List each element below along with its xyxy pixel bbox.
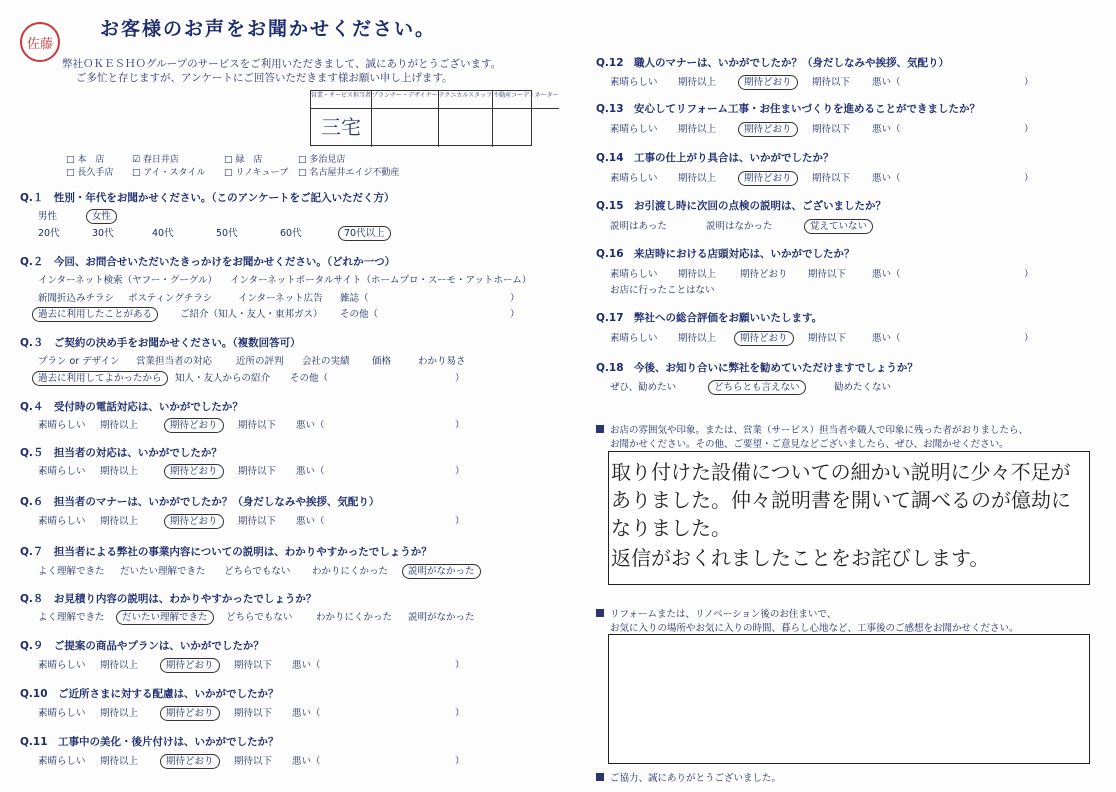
q11-great[interactable]: 素晴らしい — [38, 756, 86, 767]
q12-above[interactable]: 期待以上 — [678, 77, 717, 88]
q7-opt-none[interactable]: 説明がなかった — [402, 564, 481, 579]
q2-portal[interactable]: インターネットポータルサイト（ホームプロ・スーモ・アットホーム） — [230, 275, 532, 286]
q7-opt-neutral[interactable]: どちらでもない — [224, 566, 291, 577]
q9-bad-close: ） — [455, 660, 465, 671]
q3-price[interactable]: 価格 — [372, 356, 392, 367]
q3-other-close: ） — [455, 373, 465, 384]
q2-web-ad[interactable]: インターネット広告 — [238, 293, 323, 304]
q10-bad[interactable]: 悪い（ — [292, 708, 321, 719]
section-marker-icon — [596, 773, 604, 781]
q2-past-use[interactable]: 過去に利用したことがある — [32, 307, 158, 322]
q3-past-good[interactable]: 過去に利用してよかったから — [32, 371, 168, 386]
q12-label: Q.12 職人のマナーは、いかがでしたか？（身だしなみや挨拶、気配り） — [596, 57, 950, 69]
q14-label: Q.14 工事の仕上がり具合は、いかがでしたか？ — [596, 152, 834, 164]
q2-other-close: ） — [510, 309, 520, 320]
q8-opt-neutral[interactable]: どちらでもない — [226, 612, 293, 623]
q12-below[interactable]: 期待以下 — [812, 77, 851, 88]
q2-web-search[interactable]: インターネット検索（ヤフー・グーグル） — [38, 275, 218, 286]
intro-line-1: 弊社ＯＫＥＳＨＯグループのサービスをご利用いただきまして、誠にありがとうございます。 — [62, 58, 502, 70]
q8-opt-understood[interactable]: よく理解できた — [38, 612, 105, 623]
q13-great[interactable]: 素晴らしい — [610, 124, 658, 135]
q17-bad-close: ） — [1024, 333, 1034, 344]
footer-thanks: ご協力、誠にありがとうございました。 — [596, 770, 781, 784]
q12-bad[interactable]: 悪い（ — [872, 77, 901, 88]
q6-bad-close: ） — [455, 516, 465, 527]
q1-70s[interactable]: 70代以上 — [338, 226, 391, 241]
q9-below[interactable]: 期待以下 — [234, 660, 273, 671]
q11-label: Q.11 工事中の美化・後片付けは、いかがでしたか？ — [20, 736, 279, 748]
comment1-handwriting-line-2: ありました。仲々説明書を開いて調べるのが億劫に — [611, 488, 1071, 512]
q6-below[interactable]: 期待以下 — [238, 516, 277, 527]
q16-below[interactable]: 期待以下 — [808, 269, 847, 280]
q8-opt-mostly[interactable]: だいたい理解できた — [116, 610, 214, 625]
q16-never-visited[interactable]: お店に行ったことはない — [610, 285, 715, 296]
q3-staff[interactable]: 営業担当者の対応 — [136, 356, 213, 367]
q2-magazine-close: ） — [510, 293, 520, 304]
q4-label: Q.４ 受付時の電話対応は、いかがでしたか？ — [20, 401, 243, 413]
intro-line-2: ご多忙と存じますが、アンケートにご回答いただきます様お願い申し上げます。 — [76, 72, 453, 84]
comment1-handwriting-line-4: 返信がおくれましたことをお詫びします。 — [611, 546, 990, 570]
q5-label: Q.５ 担当者の対応は、いかがでしたか？ — [20, 447, 222, 459]
store-midori[interactable]: □ 緑 店 — [224, 155, 263, 165]
comment1-prompt-1: お店の雰囲気や印象。または、営業（サービス）担当者や職人で印象に残った者がおりましたら、 — [596, 422, 1028, 436]
q12-expected[interactable]: 期待どおり — [738, 75, 798, 90]
comment1-prompt-2: お聞かせください。その他、ご要望・ご意見などございましたら、ぜひ、お聞かせください。 — [610, 439, 1009, 450]
q13-expected[interactable]: 期待どおり — [738, 122, 798, 137]
q6-bad[interactable]: 悪い（ — [296, 516, 325, 527]
q16-bad[interactable]: 悪い（ — [872, 269, 901, 280]
q4-above[interactable]: 期待以上 — [100, 420, 139, 431]
q5-below[interactable]: 期待以下 — [238, 466, 277, 477]
store-tajimi[interactable]: □ 多治見店 — [298, 155, 346, 165]
q18-label: Q.18 今後、お知り合いに弊社を勧めていただけますでしょうか？ — [596, 362, 918, 374]
q4-bad[interactable]: 悪い（ — [296, 420, 325, 431]
q4-below[interactable]: 期待以下 — [238, 420, 277, 431]
q15-no[interactable]: 説明はなかった — [706, 221, 773, 232]
q12-great[interactable]: 素晴らしい — [610, 77, 658, 88]
q14-bad[interactable]: 悪い（ — [872, 173, 901, 184]
q16-great[interactable]: 素晴らしい — [610, 269, 658, 280]
seal-stamp: 佐藤 — [20, 22, 60, 62]
q5-bad-close: ） — [455, 466, 465, 477]
q15-yes[interactable]: 説明はあった — [610, 221, 667, 232]
comment2-box[interactable] — [608, 634, 1090, 764]
q9-above[interactable]: 期待以上 — [100, 660, 139, 671]
q13-label: Q.13 安心してリフォーム工事・お住まいづくりを進めることができましたか？ — [596, 103, 981, 115]
q17-below[interactable]: 期待以下 — [808, 333, 847, 344]
q14-below[interactable]: 期待以下 — [812, 173, 851, 184]
q11-below[interactable]: 期待以下 — [234, 756, 273, 767]
q6-great[interactable]: 素晴らしい — [38, 516, 86, 527]
q14-great[interactable]: 素晴らしい — [610, 173, 658, 184]
q15-label: Q.15 お引渡し時に次回の点検の説明は、ございましたか？ — [596, 200, 887, 212]
q2-label: Q.２ 今回、お問合せいただいたきっかけをお聞かせください。（どれか一つ） — [20, 256, 396, 268]
q5-bad[interactable]: 悪い（ — [296, 466, 325, 477]
q7-opt-mostly[interactable]: だいたい理解できた — [120, 566, 206, 577]
q3-plan[interactable]: プラン or デザイン — [38, 356, 120, 367]
q1-male[interactable]: 男性 — [38, 211, 58, 222]
q2-magazine[interactable]: 雑誌（ — [340, 293, 369, 304]
q18-not-recommend[interactable]: 勧めたくない — [834, 382, 892, 393]
store-nagakute[interactable]: □ 長久手店 — [66, 168, 114, 178]
store-kasugai[interactable]: ☑ 春日井店 — [132, 155, 179, 165]
q8-opt-unclear[interactable]: わかりにくかった — [316, 612, 393, 623]
q9-expected[interactable]: 期待どおり — [160, 658, 220, 673]
q16-above[interactable]: 期待以上 — [678, 269, 717, 280]
q16-bad-close: ） — [1024, 269, 1034, 280]
q4-great[interactable]: 素晴らしい — [38, 420, 86, 431]
q8-opt-none[interactable]: 説明がなかった — [408, 612, 475, 623]
q4-bad-close: ） — [455, 420, 465, 431]
staff-header-sales: 営業・サービス担当者 — [311, 91, 372, 109]
q14-bad-close: ） — [1024, 173, 1034, 184]
q17-great[interactable]: 素晴らしい — [610, 333, 658, 344]
staff-value-realestate[interactable] — [493, 109, 559, 147]
q10-bad-close: ） — [455, 708, 465, 719]
section-marker-icon — [596, 425, 604, 433]
store-istyle[interactable]: □ アイ・スタイル — [132, 168, 206, 178]
q1-50s[interactable]: 50代 — [216, 228, 238, 239]
page-title: お客様のお声をお聞かせください。 — [100, 18, 437, 40]
q10-below[interactable]: 期待以下 — [234, 708, 273, 719]
q13-below[interactable]: 期待以下 — [812, 124, 851, 135]
q1-label: Q.１ 性別・年代をお聞かせください。（このアンケートをご記入いただく方） — [20, 192, 395, 204]
q5-expected[interactable]: 期待どおり — [164, 464, 224, 479]
q7-opt-unclear[interactable]: わかりにくかった — [312, 566, 389, 577]
staff-value-technical[interactable] — [439, 109, 493, 147]
q2-referral[interactable]: ご紹介（知人・友人・東邦ガス） — [180, 309, 323, 320]
q2-posting[interactable]: ポスティングチラシ — [128, 293, 213, 304]
q10-label: Q.10 ご近所さまに対する配慮は、いかがでしたか？ — [20, 688, 279, 700]
store-realestate[interactable]: □ 名古屋井エイジ不動産 — [298, 168, 400, 178]
store-renocube[interactable]: □ リノキューブ — [224, 168, 289, 178]
staff-table — [310, 90, 559, 146]
q15-dont-remember[interactable]: 覚えていない — [804, 219, 873, 234]
q9-great[interactable]: 素晴らしい — [38, 660, 86, 671]
q10-above[interactable]: 期待以上 — [100, 708, 139, 719]
q17-expected[interactable]: 期待どおり — [734, 331, 794, 346]
q14-expected[interactable]: 期待どおり — [738, 171, 798, 186]
staff-header-realestate: 不動産コーディネーター — [493, 91, 559, 109]
q3-reputation[interactable]: 近所の評判 — [236, 356, 284, 367]
section-marker-icon — [596, 609, 604, 617]
comment2-prompt-2: お気に入りの場所やお気に入りの時間、暮らし心地など、工事後のご感想をお聞かせください。 — [610, 623, 1019, 634]
q11-bad-close: ） — [455, 756, 465, 767]
q9-bad[interactable]: 悪い（ — [292, 660, 321, 671]
q17-label: Q.17 弊社への総合評価をお願いいたします。 — [596, 312, 823, 324]
comment1-handwriting-line-1: 取り付けた設備についての細かい説明に少々不足が — [611, 460, 1071, 484]
q6-label: Q.６ 担当者のマナーは、いかがでしたか？（身だしなみや挨拶、気配り） — [20, 496, 380, 508]
q5-above[interactable]: 期待以上 — [100, 466, 139, 477]
q10-great[interactable]: 素晴らしい — [38, 708, 86, 719]
q14-above[interactable]: 期待以上 — [678, 173, 717, 184]
q6-expected[interactable]: 期待どおり — [164, 514, 224, 529]
store-honten[interactable]: □ 本 店 — [66, 155, 105, 165]
q17-above[interactable]: 期待以上 — [678, 333, 717, 344]
q3-label: Q.３ ご契約の決め手をお聞かせください。（複数回答可） — [20, 337, 301, 349]
staff-header-technical: テクニカルスタッフ — [439, 91, 493, 109]
q4-expected[interactable]: 期待どおり — [164, 418, 224, 433]
q1-60s[interactable]: 60代 — [280, 228, 302, 239]
q2-other[interactable]: その他（ — [340, 309, 379, 320]
comment2-prompt-1: リフォームまたは、リノベーション後のお住まいで、 — [596, 606, 836, 620]
q11-expected[interactable]: 期待どおり — [160, 754, 220, 769]
q9-label: Q.９ ご提案の商品やプランは、いかがでしたか？ — [20, 640, 264, 652]
q1-40s[interactable]: 40代 — [152, 228, 174, 239]
q7-label: Q.７ 担当者による弊社の事業内容についての説明は、わかりやすかったでしょうか？ — [20, 546, 432, 558]
q1-female[interactable]: 女性 — [86, 209, 117, 224]
q11-bad[interactable]: 悪い（ — [292, 756, 321, 767]
q17-bad[interactable]: 悪い（ — [872, 333, 901, 344]
q2-newspaper[interactable]: 新聞折込みチラシ — [38, 293, 115, 304]
q1-30s[interactable]: 30代 — [92, 228, 114, 239]
q7-opt-understood[interactable]: よく理解できた — [38, 566, 105, 577]
q12-bad-close: ） — [1024, 77, 1034, 88]
q3-clarity[interactable]: わかり易さ — [418, 356, 466, 367]
q16-label: Q.16 来店時における店頭対応は、いかがでしたか？ — [596, 248, 855, 260]
staff-value-planner[interactable] — [372, 109, 439, 147]
q1-20s[interactable]: 20代 — [38, 228, 60, 239]
comment1-handwriting-line-3: なりました。 — [611, 516, 731, 540]
q6-above[interactable]: 期待以上 — [100, 516, 139, 527]
q3-friend[interactable]: 知人・友人からの紹介 — [175, 373, 271, 384]
q10-expected[interactable]: 期待どおり — [160, 706, 220, 721]
q16-expected[interactable]: 期待どおり — [740, 269, 788, 280]
q13-bad-close: ） — [1024, 124, 1034, 135]
q3-other[interactable]: その他（ — [290, 373, 329, 384]
q11-above[interactable]: 期待以上 — [100, 756, 139, 767]
q18-neutral[interactable]: どちらとも言えない — [708, 380, 806, 395]
q13-above[interactable]: 期待以上 — [678, 124, 717, 135]
staff-value-sales[interactable]: 三宅 — [311, 109, 372, 147]
q18-recommend[interactable]: ぜひ、勧めたい — [610, 382, 677, 393]
q8-label: Q.８ お見積り内容の説明は、わかりやすかったでしょうか？ — [20, 593, 317, 605]
q3-track-record[interactable]: 会社の実績 — [302, 356, 350, 367]
q5-great[interactable]: 素晴らしい — [38, 466, 86, 477]
staff-header-planner: プランナー・デザイナー — [372, 91, 439, 109]
q13-bad[interactable]: 悪い（ — [872, 124, 901, 135]
comment1-box[interactable] — [608, 451, 1090, 585]
